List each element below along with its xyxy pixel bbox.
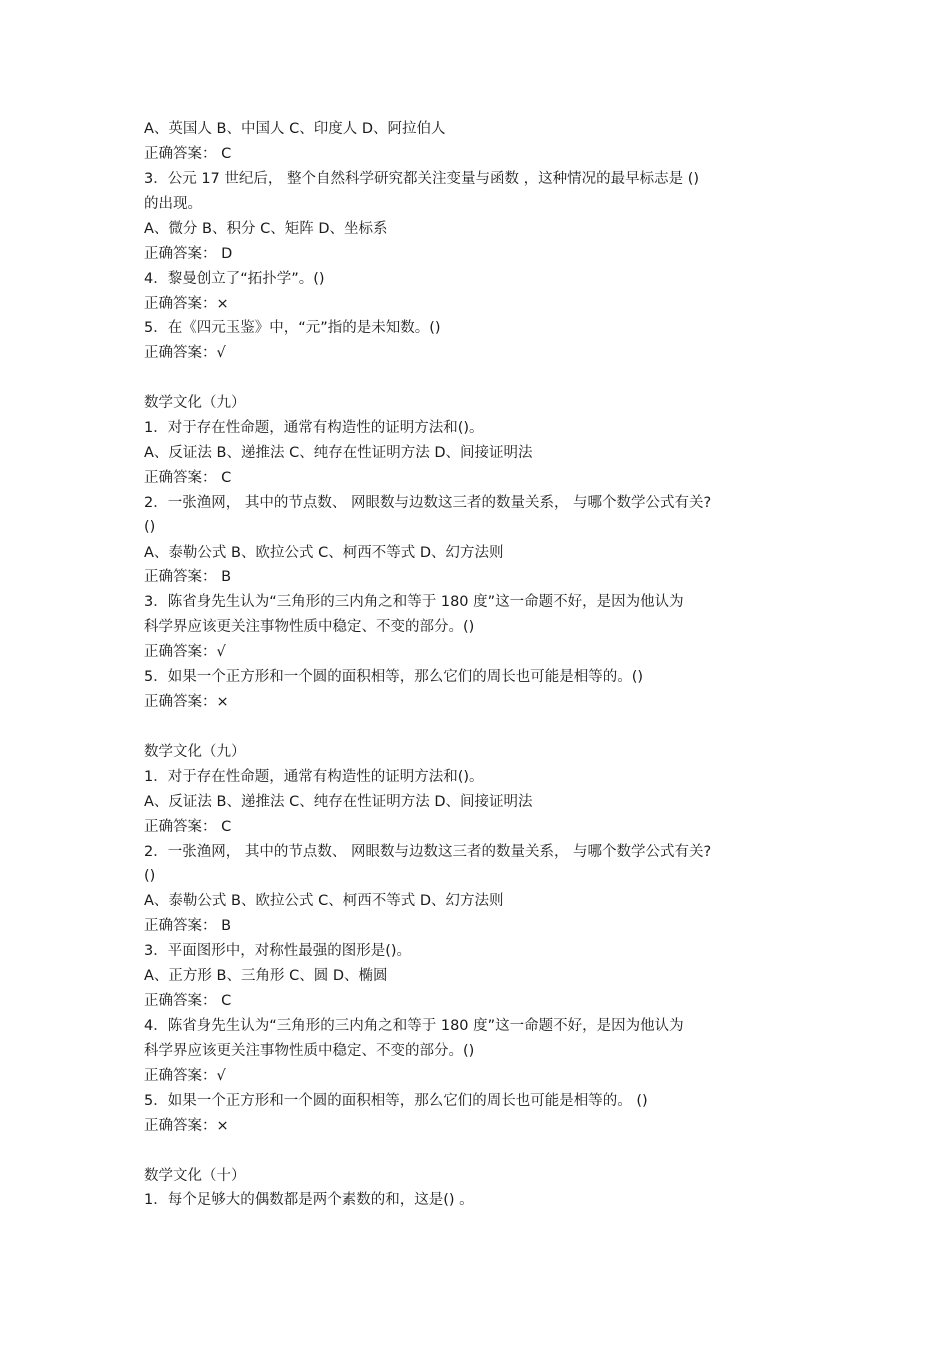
question-line: 5．如果一个正方形和一个圆的面积相等，那么它们的周长也可能是相等的。 ()	[144, 1093, 648, 1109]
answer-line: 正确答案：√	[144, 345, 226, 361]
question-line: 3．平面图形中，对称性最强的图形是()。	[144, 943, 412, 959]
answer-line: 正确答案： D	[144, 246, 233, 262]
answer-line: 正确答案：√	[144, 644, 226, 660]
question-line: 科学界应该更关注事物性质中稳定、不变的部分。()	[144, 1043, 475, 1059]
question-line: 4．陈省身先生认为“三角形的三内角之和等于 180 度”这一命题不好，是因为他认为	[144, 1018, 684, 1034]
question-line: 1．每个足够大的偶数都是两个素数的和，这是() 。	[144, 1192, 474, 1208]
question-line: 1．对于存在性命题，通常有构造性的证明方法和()。	[144, 769, 484, 785]
question-line: 5．如果一个正方形和一个圆的面积相等，那么它们的周长也可能是相等的。()	[144, 669, 644, 685]
answer-line: 正确答案： C	[144, 146, 232, 162]
question-line: 1．对于存在性命题，通常有构造性的证明方法和()。	[144, 420, 484, 436]
option-line: A、泰勒公式 B、欧拉公式 C、柯西不等式 D、幻方法则	[144, 545, 504, 561]
question-line: 4．黎曼创立了“拓扑学”。()	[144, 271, 325, 287]
option-line: A、反证法 B、递推法 C、纯存在性证明方法 D、间接证明法	[144, 794, 533, 810]
option-line: A、正方形 B、三角形 C、圆 D、椭圆	[144, 968, 388, 984]
question-line: 2．一张渔网， 其中的节点数、 网眼数与边数这三者的数量关系， 与哪个数学公式有关?	[144, 495, 712, 511]
option-line: A、泰勒公式 B、欧拉公式 C、柯西不等式 D、幻方法则	[144, 893, 504, 909]
option-line: A、英国人 B、中国人 C、印度人 D、阿拉伯人	[144, 121, 446, 137]
question-line: 科学界应该更关注事物性质中稳定、不变的部分。()	[144, 619, 475, 635]
question-line: 3．公元 17 世纪后， 整个自然科学研究都关注变量与函数 ，这种情况的最早标志是 ()	[144, 171, 700, 187]
question-line: 的出现。	[144, 196, 202, 212]
option-line: A、反证法 B、递推法 C、纯存在性证明方法 D、间接证明法	[144, 445, 533, 461]
section-heading: 数学文化（十）	[144, 1168, 246, 1184]
section-heading: 数学文化（九）	[144, 744, 246, 760]
section-heading: 数学文化（九）	[144, 395, 246, 411]
option-line: A、微分 B、积分 C、矩阵 D、坐标系	[144, 221, 388, 237]
answer-line: 正确答案：√	[144, 1068, 226, 1084]
answer-line: 正确答案： B	[144, 918, 232, 934]
question-line: 5．在《四元玉鉴》中，“元”指的是未知数。()	[144, 320, 441, 336]
answer-line: 正确答案： C	[144, 993, 232, 1009]
answer-line: 正确答案：×	[144, 296, 229, 312]
answer-line: 正确答案： B	[144, 569, 232, 585]
question-line: ()	[144, 868, 156, 884]
answer-line: 正确答案： C	[144, 470, 232, 486]
question-line: 3．陈省身先生认为“三角形的三内角之和等于 180 度”这一命题不好，是因为他认为	[144, 594, 684, 610]
answer-line: 正确答案： C	[144, 819, 232, 835]
answer-line: 正确答案：×	[144, 694, 229, 710]
question-line: 2．一张渔网， 其中的节点数、 网眼数与边数这三者的数量关系， 与哪个数学公式有关?	[144, 844, 712, 860]
question-line: ()	[144, 519, 156, 535]
answer-line: 正确答案：×	[144, 1118, 229, 1134]
